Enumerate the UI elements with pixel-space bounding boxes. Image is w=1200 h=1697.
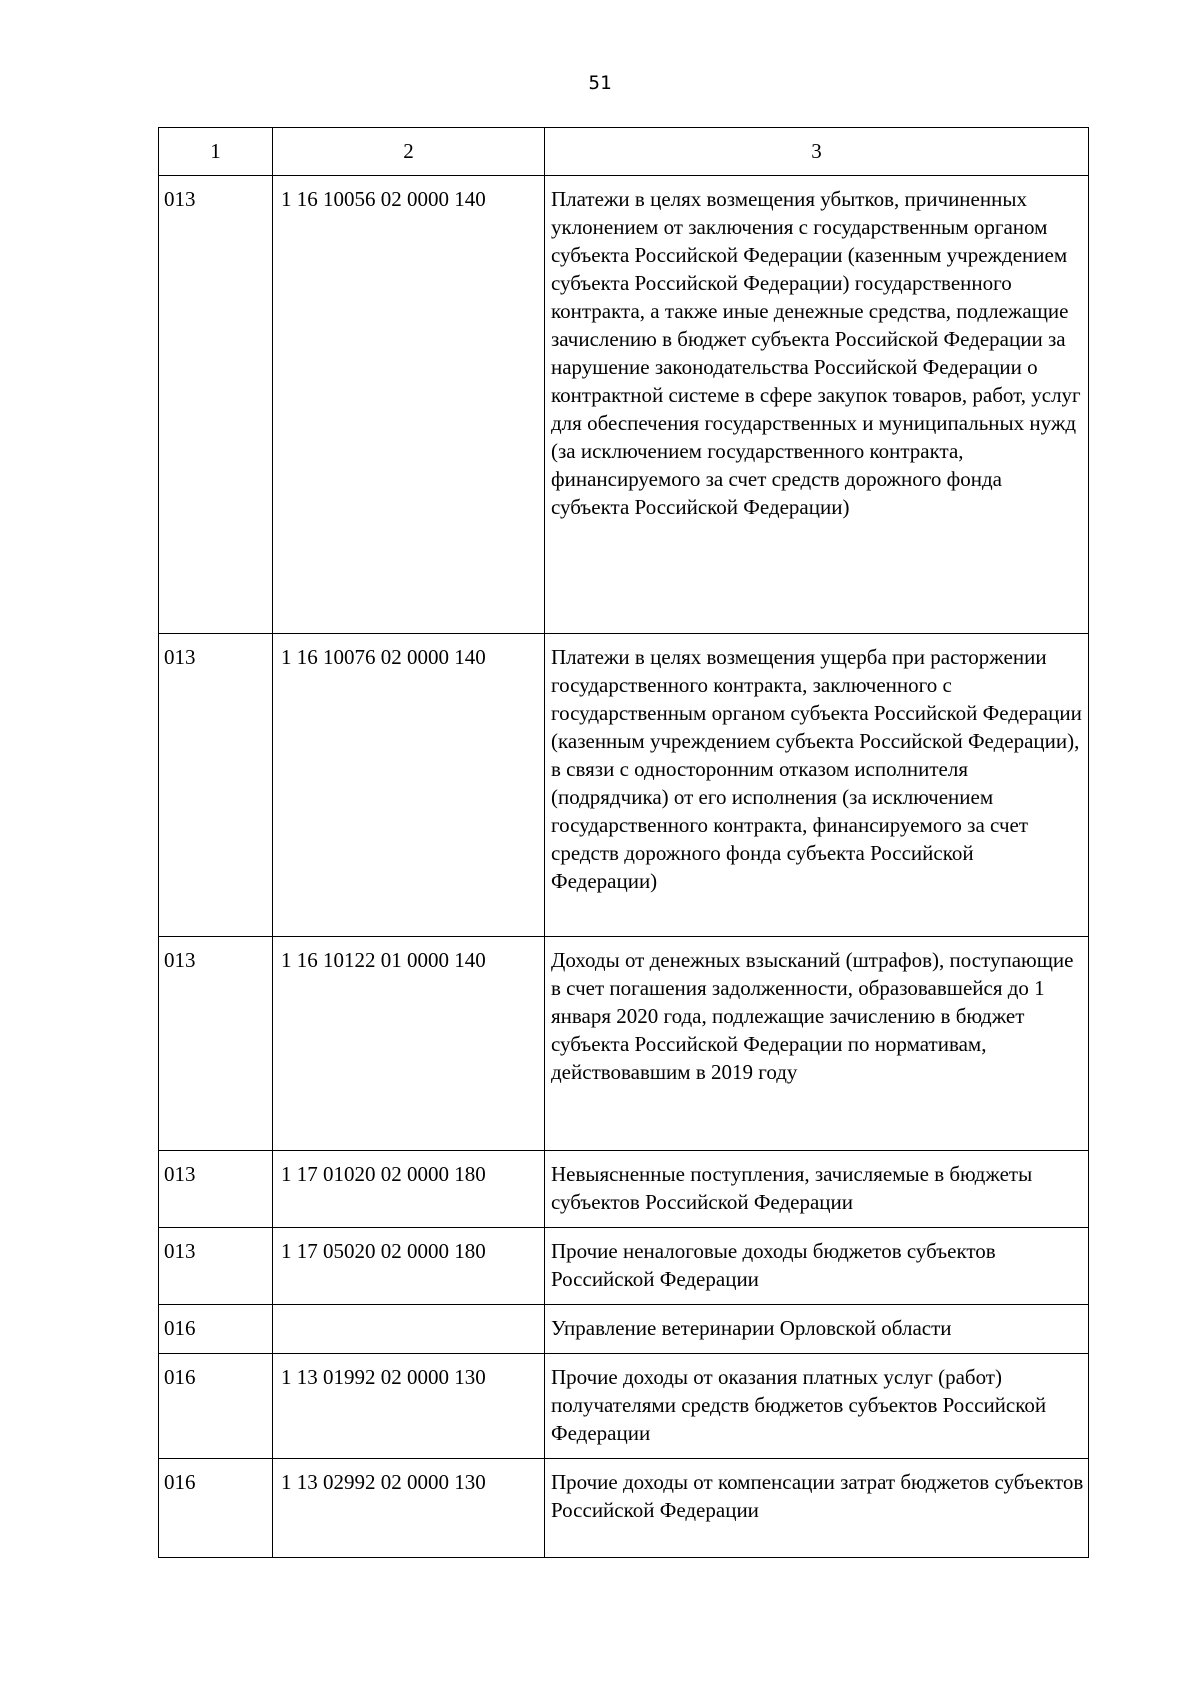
description-cell: Доходы от денежных взысканий (штрафов), поступающие в счет погашения задолженности, образовавшейся до 1 января 2020 года, подлежащие зачислению в бюджет субъекта Российской Федерации по нормативам, действовавшим в 2019 году [545,937,1089,1151]
admin-code-cell: 013 [159,1151,273,1228]
description-cell: Платежи в целях возмещения ущерба при расторжении государственного контракта, заключенного с государственным органом субъекта Российской Федерации (казенным учреждением субъекта Российской Федерации), в связи с односторонним отказом исполнителя (подрядчика) от его исполнения (за исключением государственного контракта, финансируемого за счет средств дорожного фонда субъекта Российской Федерации) [545,634,1089,937]
revenue-code-cell: 1 17 05020 02 0000 180 [273,1228,545,1305]
revenue-code-cell: 1 16 10122 01 0000 140 [273,937,545,1151]
column-header-3: 3 [545,128,1089,176]
table-row [159,1151,1089,1228]
revenue-code-cell [273,1305,545,1354]
admin-code-cell: 013 [159,937,273,1151]
column-header-2: 2 [273,128,545,176]
description-cell: Прочие доходы от оказания платных услуг (работ) получателями средств бюджетов субъектов Российской Федерации [545,1354,1089,1459]
revenue-code-cell: 1 13 02992 02 0000 130 [273,1459,545,1558]
description-cell: Прочие доходы от компенсации затрат бюджетов субъектов Российской Федерации [545,1459,1089,1558]
revenue-codes-table [158,127,1089,1558]
description-cell: Управление ветеринарии Орловской области [545,1305,1089,1354]
admin-code-cell: 013 [159,634,273,937]
table-row [159,634,1089,937]
description-cell: Прочие неналоговые доходы бюджетов субъектов Российской Федерации [545,1228,1089,1305]
description-cell: Платежи в целях возмещения убытков, причиненных уклонением от заключения с государственным органом субъекта Российской Федерации (казенным учреждением субъекта Российской Федерации) государственного контракта, а также иные денежные средства, подлежащие зачислению в бюджет субъекта Российской Федерации за нарушение законодательства Российской Федерации о контрактной системе в сфере закупок товаров, работ, услуг для обеспечения государственных и муниципальных нужд (за исключением государственного контракта, финансируемого за счет средств дорожного фонда субъекта Российской Федерации) [545,176,1089,634]
page-number: 51 [588,72,612,94]
table-row [159,1354,1089,1459]
admin-code-cell: 013 [159,1228,273,1305]
admin-code-cell: 016 [159,1305,273,1354]
admin-code-cell: 016 [159,1459,273,1558]
revenue-code-cell: 1 16 10056 02 0000 140 [273,176,545,634]
admin-code-cell: 016 [159,1354,273,1459]
table-header-row [159,128,1089,176]
description-cell: Невыясненные поступления, зачисляемые в бюджеты субъектов Российской Федерации [545,1151,1089,1228]
table-row [159,1228,1089,1305]
table-row [159,176,1089,634]
table-row [159,1459,1089,1558]
revenue-code-cell: 1 17 01020 02 0000 180 [273,1151,545,1228]
revenue-code-cell: 1 13 01992 02 0000 130 [273,1354,545,1459]
column-header-1: 1 [159,128,273,176]
admin-code-cell: 013 [159,176,273,634]
revenue-code-cell: 1 16 10076 02 0000 140 [273,634,545,937]
table-row [159,937,1089,1151]
table-row [159,1305,1089,1354]
